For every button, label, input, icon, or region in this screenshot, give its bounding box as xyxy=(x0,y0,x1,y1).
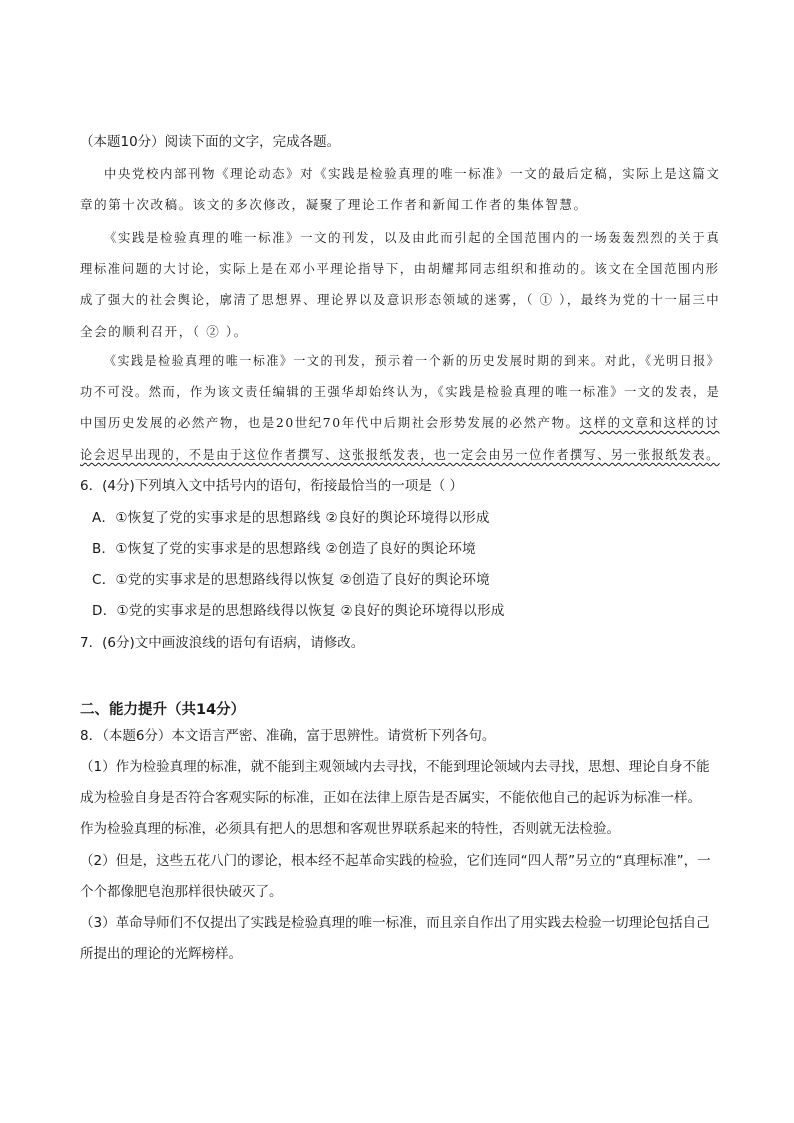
passage-p2-line4: 全会的顺利召开，（ ② ）。 xyxy=(80,324,248,339)
passage-p3-line4 xyxy=(80,445,720,465)
question-8-item2-line2: 个个都像肥皂泡那样很快破灭了。 xyxy=(80,884,283,900)
wavy-underlined-sentence-part1: 这样的文章和这样的讨 xyxy=(579,415,720,430)
question-6-stem: 6．(4分)下列填入文中括号内的语句，衔接最恰当的一项是（ ） xyxy=(80,478,464,494)
wavy-underlined-sentence-part2: 论会迟早出现的，不是由于这位作者撰写、这张报纸发表，也一定会由另一位作者撰写、另一张报纸发表。 xyxy=(80,447,720,462)
question-6-option-d: D．①党的实事求是的思想路线得以恢复 ②良好的舆论环境得以形成 xyxy=(92,603,505,619)
question-7: 7．(6分)文中画波浪线的语句有语病，请修改。 xyxy=(80,635,365,651)
passage-p2-line1: 《实践是检验真理的唯一标准》一文的刊发，以及由此而引起的全国范围内的一场轰轰烈烈的关于真 xyxy=(104,230,721,245)
passage-p2-line3: 成了强大的社会舆论，廓清了思想界、理论界以及意识形态领域的迷雾，（ ① ），最终为党的十一届三中 xyxy=(80,292,721,307)
question-8-item3-line2: 所提出的理论的光辉榜样。 xyxy=(80,946,242,962)
passage-p3-line1: 《实践是检验真理的唯一标准》一文的刊发，预示着一个新的历史发展时期的到来。对此，《光明日报》 xyxy=(104,353,721,368)
question-8-item2-line1: （2）但是，这些五花八门的谬论，根本经不起革命实践的检验，它们连同“四人帮”另立的“真理标准”，一 xyxy=(80,853,711,869)
passage-p1-line1: 中央党校内部刊物《理论动态》对《实践是检验真理的唯一标准》一文的最后定稿，实际上是这篇文 xyxy=(104,166,721,181)
passage-p3-line2: 功不可没。然而，作为该文责任编辑的王强华却始终认为，《实践是检验真理的唯一标准》一文的发表，是 xyxy=(80,384,721,399)
question-8-stem: 8．（本题6分）本文语言严密、准确，富于思辨性。请赏析下列各句。 xyxy=(80,728,496,744)
passage-p3-text: 中国历史发展的必然产物，也是20世纪70年代中后期社会形势发展的必然产物。 xyxy=(80,415,580,430)
question-8-item1-line3: 作为检验真理的标准，必须具有把人的思想和客观世界联系起来的特性，否则就无法检验。 xyxy=(80,821,620,837)
question-6-option-b: B．①恢复了党的实事求是的思想路线 ②创造了良好的舆论环境 xyxy=(92,541,476,557)
question-8-item3-line1: （3）革命导师们不仅提出了实践是检验真理的唯一标准，而且亲自作出了用实践去检验一切理论包括自己 xyxy=(80,915,710,931)
question-8-item1-line1: （1）作为检验真理的标准，就不能到主观领域内去寻找，不能到理论领域内去寻找，思想、理论自身不能 xyxy=(80,759,710,775)
intro-instruction: （本题10分）阅读下面的文字，完成各题。 xyxy=(80,134,341,150)
question-6-option-c: C．①党的实事求是的思想路线得以恢复 ②创造了良好的舆论环境 xyxy=(92,572,490,588)
section-2-title: 二、能力提升（共14分） xyxy=(80,702,246,718)
question-8-item1-line2: 成为检验自身是否符合客观实际的标准，正如在法律上原告是否属实，不能依他自己的起诉为标准一样。 xyxy=(80,790,701,806)
passage-p1-line2: 章的第十次改稿。该文的多次修改，凝聚了理论工作者和新闻工作者的集体智慧。 xyxy=(80,197,588,212)
question-6-option-a: A．①恢复了党的实事求是的思想路线 ②良好的舆论环境得以形成 xyxy=(92,510,490,526)
passage-p2-line2: 理标准问题的大讨论，实际上是在邓小平理论指导下，由胡耀邦同志组织和推动的。该文在全国范围内形 xyxy=(80,261,720,276)
passage-p3-line3 xyxy=(80,413,720,433)
